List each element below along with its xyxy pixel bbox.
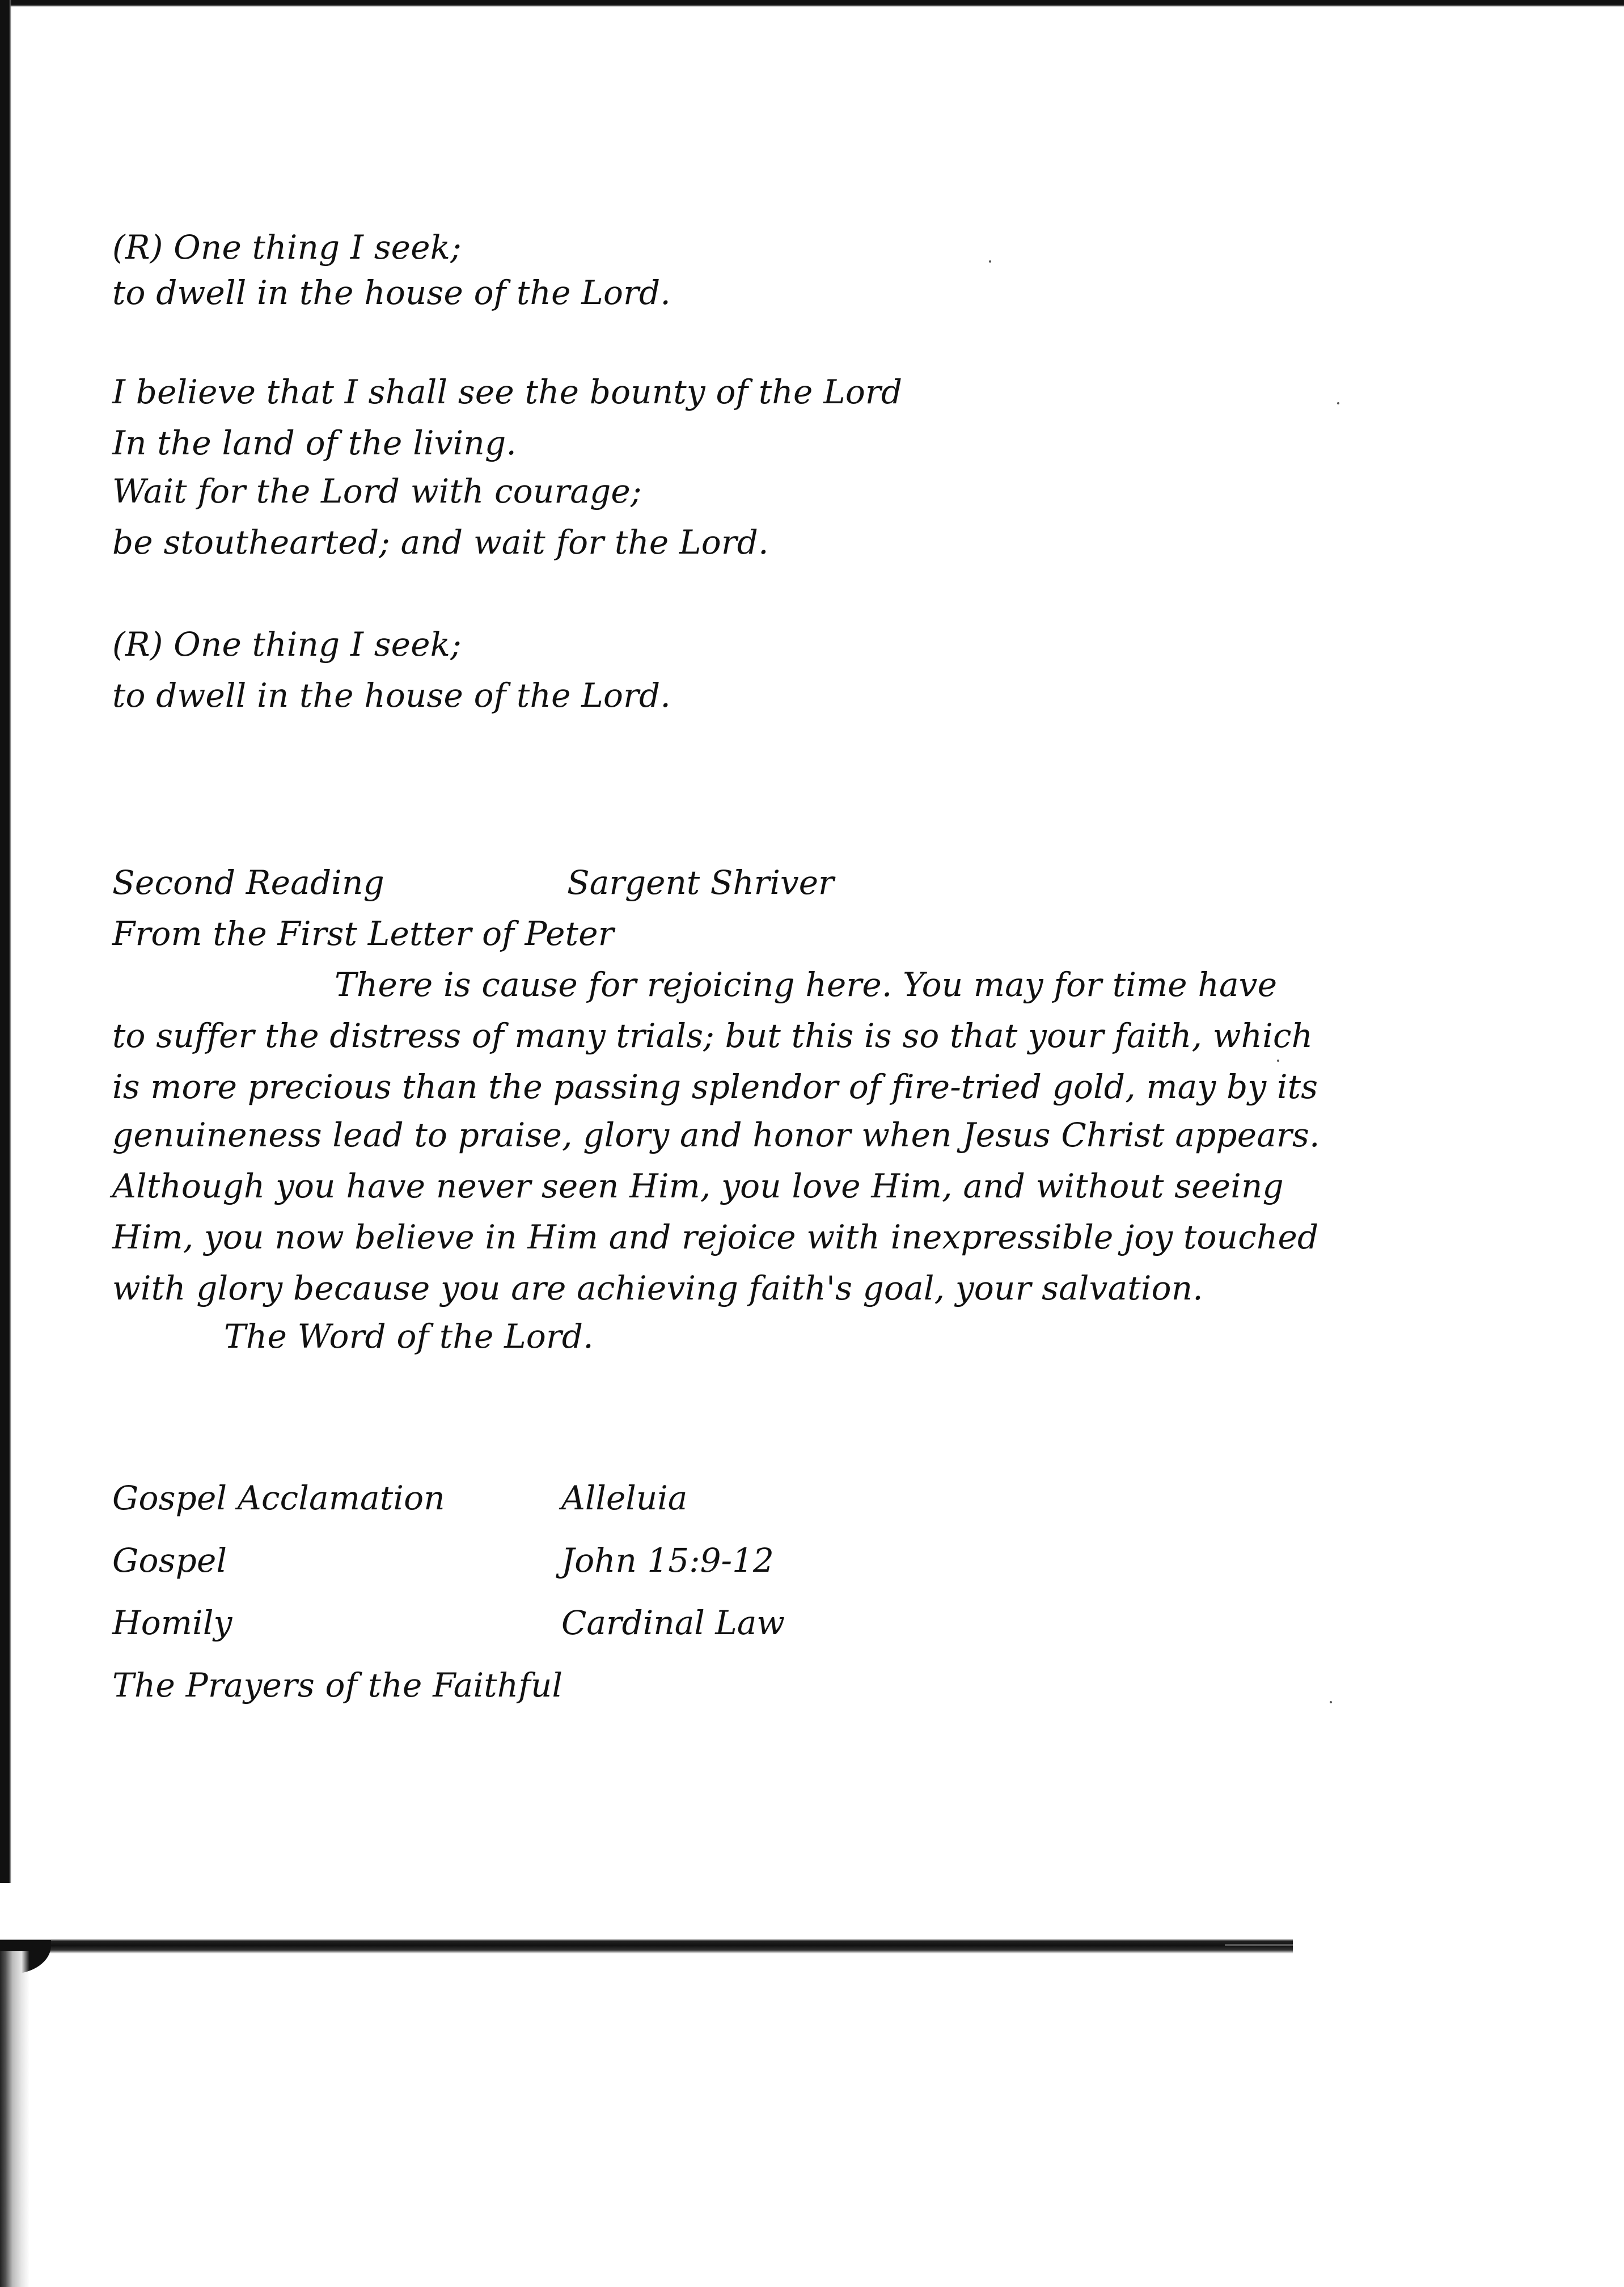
horizontal-rule <box>0 1939 1293 1953</box>
page-top-edge <box>0 0 1624 7</box>
page-left-edge <box>0 0 11 1883</box>
program-detail: Alleluia <box>561 1479 688 1517</box>
rule-tail <box>1225 1944 1293 1946</box>
scan-speck <box>1337 402 1339 404</box>
reading-text-line: There is cause for rejoicing here. You may for time have <box>335 965 1278 1004</box>
second-reading-heading: Second Reading <box>112 863 384 902</box>
psalm-verse-line: I believe that I shall see the bounty of the Lord <box>112 373 903 411</box>
program-detail: Cardinal Law <box>561 1604 785 1642</box>
psalm-verse-line: In the land of the living. <box>112 424 517 462</box>
scan-speck <box>1277 1060 1279 1062</box>
second-reading-source: From the First Letter of Peter <box>112 914 614 953</box>
psalm-refrain-line: (R) One thing I seek; <box>112 228 462 267</box>
reading-text-line: Although you have never seen Him, you love Him, and without seeing <box>112 1167 1284 1205</box>
psalm-verse-line: be stouthearted; and wait for the Lord. <box>112 523 769 562</box>
reading-text-line: Him, you now believe in Him and rejoice with inexpressible joy touched <box>112 1218 1319 1256</box>
program-item: The Prayers of the Faithful <box>112 1666 563 1704</box>
lower-page-edge <box>0 1951 29 2287</box>
psalm-verse-line: Wait for the Lord with courage; <box>112 472 642 510</box>
reading-text-line: to suffer the distress of many trials; but this is so that your faith, which <box>112 1016 1313 1055</box>
scan-speck <box>989 260 991 263</box>
scan-speck <box>1330 1701 1332 1703</box>
reading-text-line: genuineness lead to praise, glory and honor when Jesus Christ appears. <box>112 1116 1320 1154</box>
program-item: Gospel Acclamation <box>112 1479 445 1517</box>
reading-text-line: with glory because you are achieving faith's goal, your salvation. <box>112 1269 1203 1307</box>
psalm-refrain-line: to dwell in the house of the Lord. <box>112 676 671 715</box>
program-detail: John 15:9-12 <box>561 1541 774 1580</box>
reading-text-line: is more precious than the passing splendor of fire-tried gold, may by its <box>112 1067 1318 1106</box>
program-item: Homily <box>112 1604 232 1642</box>
second-reading-reader: Sargent Shriver <box>567 863 834 902</box>
psalm-refrain-line: to dwell in the house of the Lord. <box>112 273 671 312</box>
reading-closing: The Word of the Lord. <box>224 1317 594 1356</box>
program-item: Gospel <box>112 1541 227 1580</box>
psalm-refrain-line: (R) One thing I seek; <box>112 625 462 664</box>
